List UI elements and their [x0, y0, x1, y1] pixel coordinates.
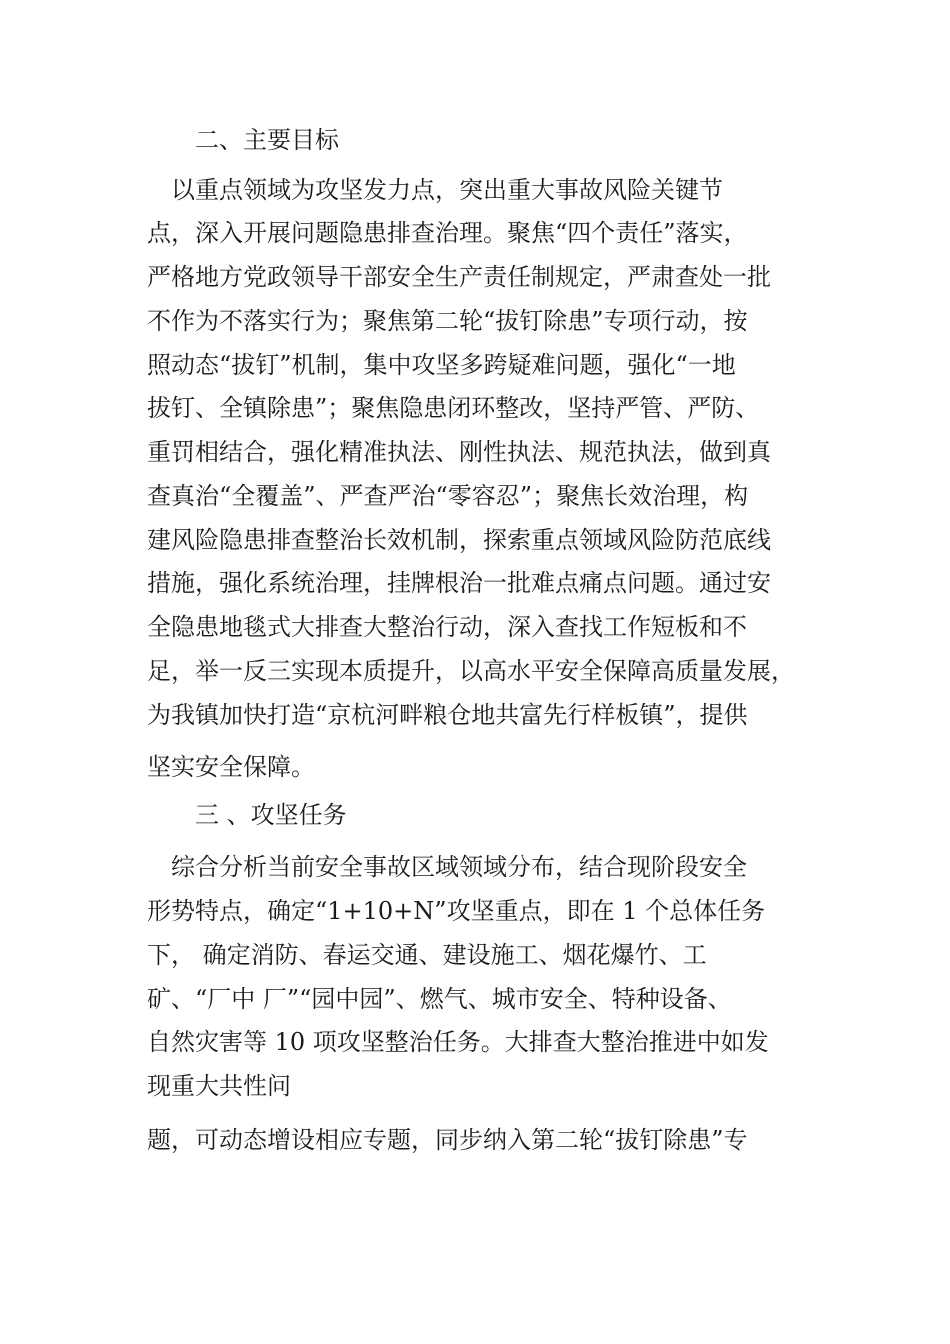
section-heading-main-goals: 二、主要目标: [195, 126, 339, 154]
paragraph-line: 建风险隐患排查整治长效机制，探索重点领域风险防范底线: [147, 526, 771, 554]
paragraph-line: 矿、“厂中 厂”“园中园”、燃气、城市安全、特种设备、: [147, 985, 732, 1013]
paragraph-line: 以重点领域为攻坚发力点，突出重大事故风险关键节: [171, 176, 723, 204]
paragraph-line: 措施，强化系统治理，挂牌根治一批难点痛点问题。通过安: [147, 569, 771, 597]
paragraph-line: 拔钉、全镇除患”；聚焦隐患闭环整改，坚持严管、严防、: [147, 394, 760, 422]
paragraph-line: 足，举一反三实现本质提升，以高水平安全保障高质量发展，: [147, 657, 795, 685]
paragraph-line: 形势特点，确定“1+10+N”攻坚重点，即在 1 个总体任务: [147, 897, 766, 925]
paragraph-line: 自然灾害等 10 项攻坚整治任务。大排查大整治推进中如发: [147, 1028, 769, 1056]
section-heading-key-tasks: 三 、攻坚任务: [195, 801, 347, 829]
paragraph-line: 坚实安全保障。: [147, 753, 315, 781]
paragraph-line: 照动态“拔钉”机制，集中攻坚多跨疑难问题，强化“一地: [147, 351, 736, 379]
paragraph-line: 为我镇加快打造“京杭河畔粮仓地共富先行样板镇”，提供: [147, 701, 748, 729]
paragraph-line: 点，深入开展问题隐患排查治理。聚焦“四个责任”落实，: [147, 219, 748, 247]
paragraph-line: 综合分析当前安全事故区域领域分布，结合现阶段安全: [171, 853, 747, 881]
paragraph-line: 题，可动态增设相应专题，同步纳入第二轮“拔钉除患”专: [147, 1126, 748, 1154]
paragraph-line: 下， 确定消防、春运交通、建设施工、烟花爆竹、工: [147, 941, 707, 969]
paragraph-line: 不作为不落实行为；聚焦第二轮“拔钉除患”专项行动，按: [147, 307, 748, 335]
paragraph-line: 重罚相结合，强化精准执法、刚性执法、规范执法，做到真: [147, 438, 771, 466]
paragraph-line: 全隐患地毯式大排查大整治行动，深入查找工作短板和不: [147, 613, 747, 641]
paragraph-line: 严格地方党政领导干部安全生产责任制规定，严肃查处一批: [147, 263, 771, 291]
paragraph-line: 查真治“全覆盖”、严查严治“零容忍”；聚焦长效治理，构: [147, 482, 749, 510]
paragraph-line: 现重大共性问: [147, 1072, 291, 1100]
